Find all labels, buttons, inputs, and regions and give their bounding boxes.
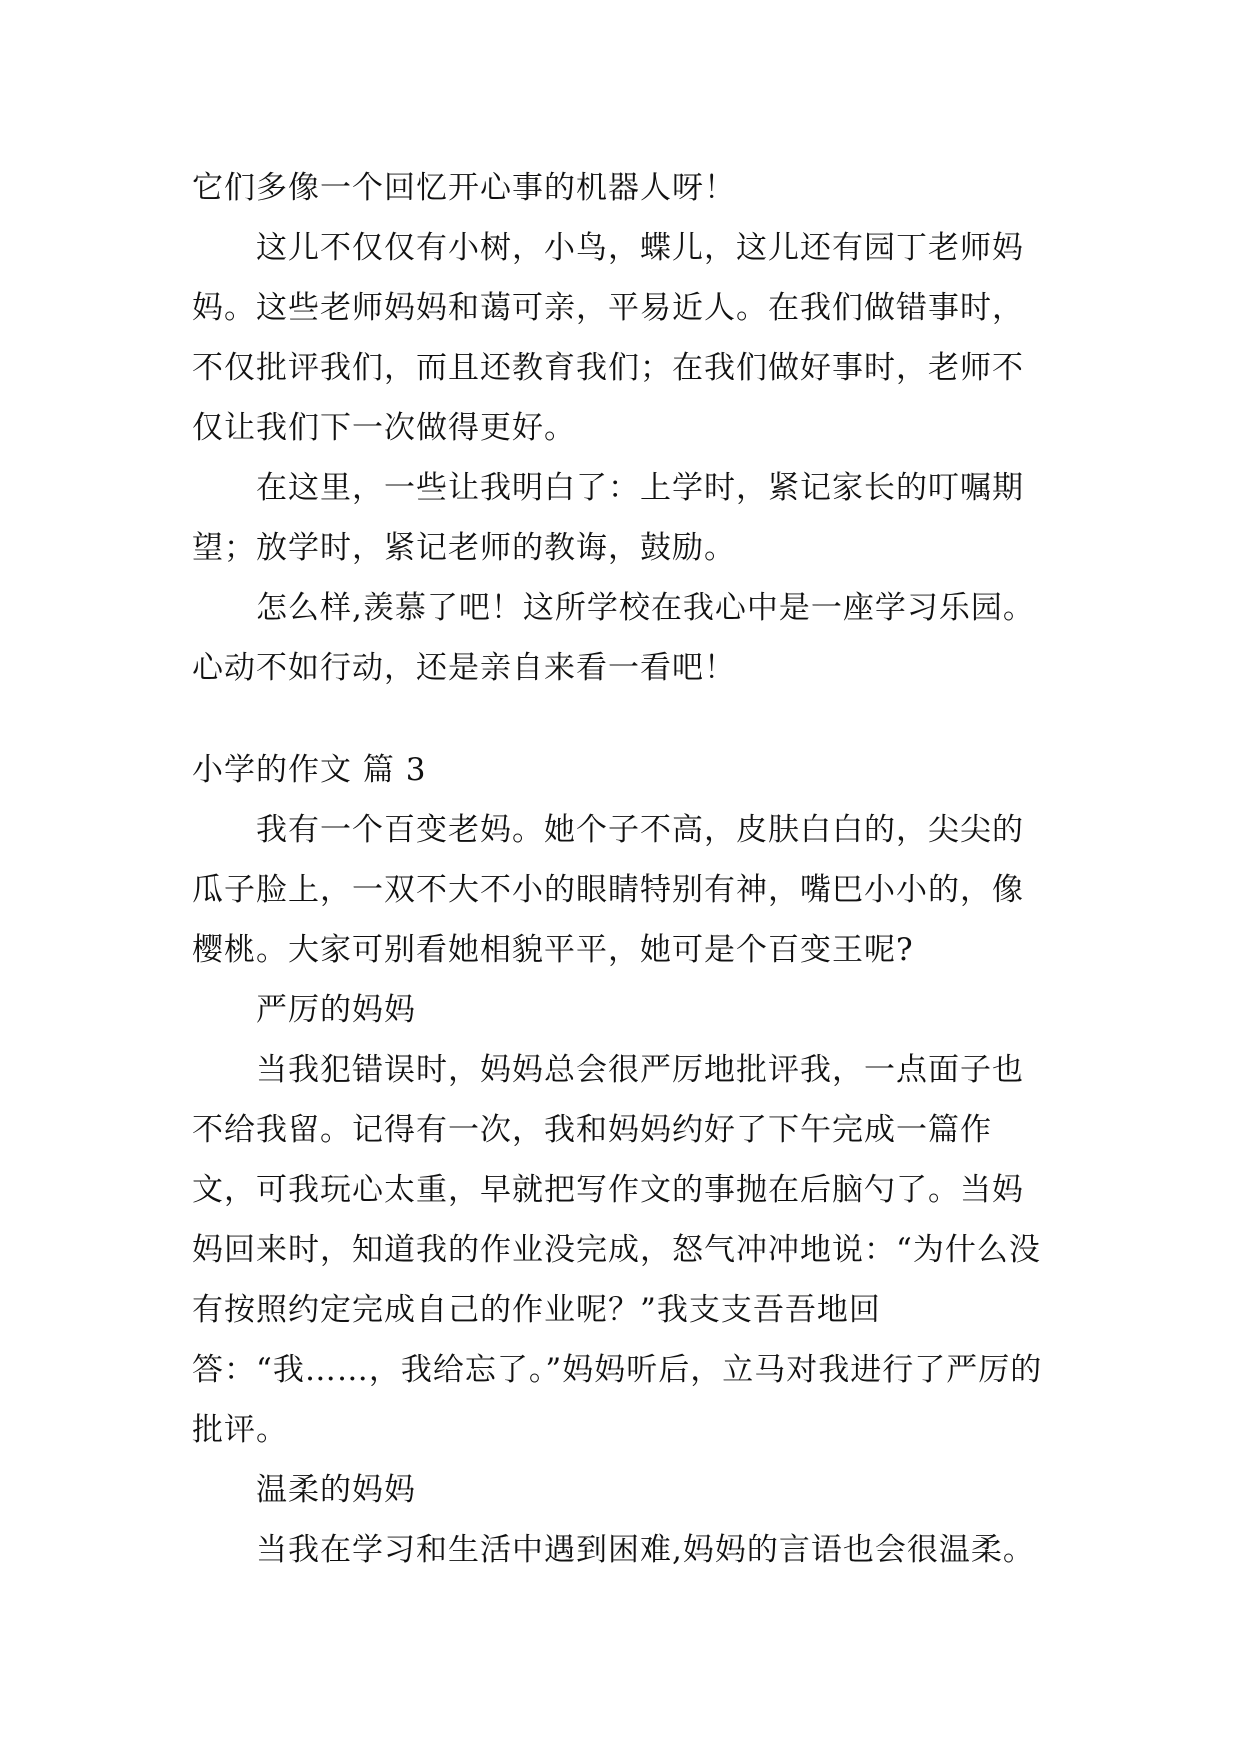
section-title: 小学的作文 篇 3 <box>192 752 427 788</box>
section-1-body <box>192 158 1052 698</box>
paragraph-strict-mom: 当我犯错误时，妈妈总会很严厉地批评我，一点面子也不给我留。记得有一次，我和妈妈约好了下午完成一篇作文，可我玩心太重，早就把写作文的事抛在后脑勺了。当妈妈回来时，知道我的作业没完成，怒气冲冲地说：“为什么没有按照约定完成自己的作业呢？”我支支吾吾地回答：“我……，我给忘了。”妈妈听后，立马对我进行了严厉的批评。 <box>192 1052 1043 1448</box>
paragraph-continuation: 它们多像一个回忆开心事的机器人呀！ <box>192 170 736 206</box>
subheading-gentle-mom: 温柔的妈妈 <box>256 1472 416 1508</box>
paragraph-lessons: 在这里，一些让我明白了：上学时，紧记家长的叮嘱期望；放学时，紧记老师的教诲，鼓励。 <box>192 470 1024 566</box>
paragraph-gentle-mom: 当我在学习和生活中遇到困难,妈妈的言语也会很温柔。 <box>256 1532 1035 1568</box>
paragraph-intro: 我有一个百变老妈。她个子不高，皮肤白白的，尖尖的瓜子脸上，一双不大不小的眼睛特别有神，嘴巴小小的，像樱桃。大家可别看她相貌平平，她可是个百变王呢? <box>192 812 1024 968</box>
subheading-strict-mom: 严厉的妈妈 <box>256 992 416 1028</box>
section-2-body <box>192 740 1052 1580</box>
paragraph-teachers: 这儿不仅仅有小树，小鸟，蝶儿，这儿还有园丁老师妈妈。这些老师妈妈和蔼可亲，平易近人。在我们做错事时，不仅批评我们，而且还教育我们；在我们做好事时，老师不仅让我们下一次做得更好。 <box>192 230 1024 446</box>
paragraph-invitation: 怎么样,羡慕了吧！这所学校在我心中是一座学习乐园。心动不如行动，还是亲自来看一看吧！ <box>192 590 1035 686</box>
